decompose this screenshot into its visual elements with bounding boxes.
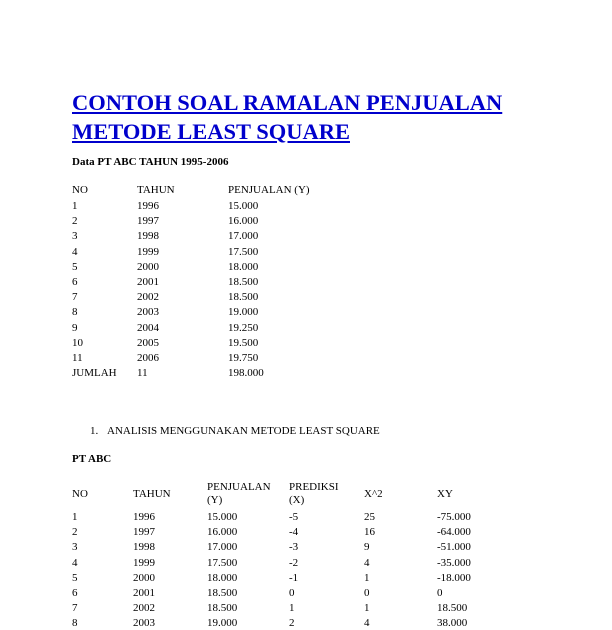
table2-header-penjualan: PENJUALAN [207, 481, 271, 493]
table1-cell-penjualan: 15.000 [228, 200, 259, 212]
table2-cell-x2: 9 [364, 541, 370, 553]
table1-cell-tahun: 2005 [137, 337, 159, 349]
table2-cell-no: 1 [72, 511, 78, 523]
section-number: 1. [90, 425, 99, 437]
table1-cell-tahun: 1997 [137, 215, 159, 227]
table1-cell-tahun: 2003 [137, 306, 159, 318]
table2-cell-tahun: 1996 [133, 511, 155, 523]
table2-cell-penjualan: 16.000 [207, 526, 238, 538]
table2-cell-no: 7 [72, 602, 78, 614]
table1-cell-tahun: 1998 [137, 230, 159, 242]
table1-cell-no: 1 [72, 200, 78, 212]
table2-cell-penjualan: 18.500 [207, 587, 238, 599]
table2-cell-prediksi: 2 [289, 617, 295, 629]
section-title: ANALISIS MENGGUNAKAN METODE LEAST SQUARE [107, 425, 380, 437]
table2-cell-xy: -64.000 [437, 526, 471, 538]
table1-cell-penjualan: 198.000 [228, 367, 264, 379]
table2-cell-xy: -35.000 [437, 557, 471, 569]
table1-cell-no: 5 [72, 261, 78, 273]
table1-cell-no: 3 [72, 230, 78, 242]
table2-header-prediksi-x: (X) [289, 494, 305, 506]
title-line-1: CONTOH SOAL RAMALAN PENJUALAN [72, 90, 503, 115]
table1-cell-tahun: 1996 [137, 200, 159, 212]
table2-cell-penjualan: 19.000 [207, 617, 238, 629]
table2-cell-x2: 4 [364, 617, 370, 629]
table1-cell-tahun: 1999 [137, 246, 159, 258]
table2-header-tahun: TAHUN [133, 488, 171, 500]
table2-cell-no: 2 [72, 526, 78, 538]
table1-cell-no: 9 [72, 322, 78, 334]
table1-cell-penjualan: 18.000 [228, 261, 259, 273]
table2-cell-x2: 1 [364, 602, 370, 614]
table2-cell-xy: -75.000 [437, 511, 471, 523]
table2-cell-xy: 18.500 [437, 602, 468, 614]
table1-cell-tahun: 2004 [137, 322, 159, 334]
table2-cell-penjualan: 18.500 [207, 602, 238, 614]
table2-cell-prediksi: -5 [289, 511, 299, 523]
table1-cell-tahun: 2001 [137, 276, 159, 288]
table1-cell-penjualan: 17.000 [228, 230, 259, 242]
table1-cell-tahun: 11 [137, 367, 148, 379]
table2-cell-penjualan: 18.000 [207, 572, 238, 584]
table2-cell-x2: 4 [364, 557, 370, 569]
table1-cell-penjualan: 18.500 [228, 291, 259, 303]
table2-cell-prediksi: -2 [289, 557, 299, 569]
table2-cell-xy: -18.000 [437, 572, 471, 584]
table1-cell-no: 11 [72, 352, 83, 364]
table2-header-prediksi: PREDIKSI [289, 481, 339, 493]
table2-cell-tahun: 1999 [133, 557, 155, 569]
table2-cell-tahun: 2000 [133, 572, 155, 584]
table2-cell-xy: 38.000 [437, 617, 468, 629]
table2-cell-penjualan: 15.000 [207, 511, 238, 523]
table2-cell-no: 3 [72, 541, 78, 553]
table2-cell-penjualan: 17.000 [207, 541, 238, 553]
table1-cell-no: 6 [72, 276, 78, 288]
table2-cell-x2: 25 [364, 511, 375, 523]
table2-header-penjualan-y: (Y) [207, 494, 223, 506]
table1-cell-tahun: 2006 [137, 352, 159, 364]
table2-header-x2: X^2 [364, 488, 383, 500]
table2-cell-no: 6 [72, 587, 78, 599]
table2-cell-x2: 0 [364, 587, 370, 599]
table2-cell-tahun: 1997 [133, 526, 155, 538]
table1-cell-penjualan: 19.500 [228, 337, 259, 349]
table1-cell-no: 8 [72, 306, 78, 318]
table1-cell-tahun: 2002 [137, 291, 159, 303]
table1-cell-no: 2 [72, 215, 78, 227]
table1-cell-no: JUMLAH [72, 367, 117, 379]
table2-cell-prediksi: -4 [289, 526, 299, 538]
table1-header-no: NO [72, 184, 88, 196]
table1-header-penjualan: PENJUALAN (Y) [228, 184, 310, 196]
table2-cell-tahun: 1998 [133, 541, 155, 553]
table2-cell-penjualan: 17.500 [207, 557, 238, 569]
table2-cell-tahun: 2001 [133, 587, 155, 599]
data-heading: Data PT ABC TAHUN 1995-2006 [72, 156, 229, 168]
table1-cell-no: 10 [72, 337, 83, 349]
table1-cell-penjualan: 16.000 [228, 215, 259, 227]
table2-cell-xy: -51.000 [437, 541, 471, 553]
document-title [72, 88, 552, 146]
table1-cell-no: 4 [72, 246, 78, 258]
table1-cell-no: 7 [72, 291, 78, 303]
table2-cell-xy: 0 [437, 587, 443, 599]
table2-header-xy: XY [437, 488, 453, 500]
table1-cell-penjualan: 19.750 [228, 352, 259, 364]
table1-cell-penjualan: 19.000 [228, 306, 259, 318]
table2-cell-tahun: 2002 [133, 602, 155, 614]
table1-cell-penjualan: 18.500 [228, 276, 259, 288]
table2-cell-prediksi: 1 [289, 602, 295, 614]
company-label: PT ABC [72, 453, 112, 465]
table2-cell-x2: 16 [364, 526, 375, 538]
table2-cell-prediksi: 0 [289, 587, 295, 599]
table2-cell-no: 4 [72, 557, 78, 569]
table1-header-tahun: TAHUN [137, 184, 175, 196]
table2-cell-prediksi: -1 [289, 572, 299, 584]
table2-header-no: NO [72, 488, 88, 500]
table2-cell-no: 5 [72, 572, 78, 584]
table1-cell-penjualan: 19.250 [228, 322, 259, 334]
table2-cell-x2: 1 [364, 572, 370, 584]
table1-cell-penjualan: 17.500 [228, 246, 259, 258]
table2-cell-no: 8 [72, 617, 78, 629]
title-line-2: METODE LEAST SQUARE [72, 119, 350, 144]
table1-cell-tahun: 2000 [137, 261, 159, 273]
table2-cell-prediksi: -3 [289, 541, 299, 553]
table2-cell-tahun: 2003 [133, 617, 155, 629]
